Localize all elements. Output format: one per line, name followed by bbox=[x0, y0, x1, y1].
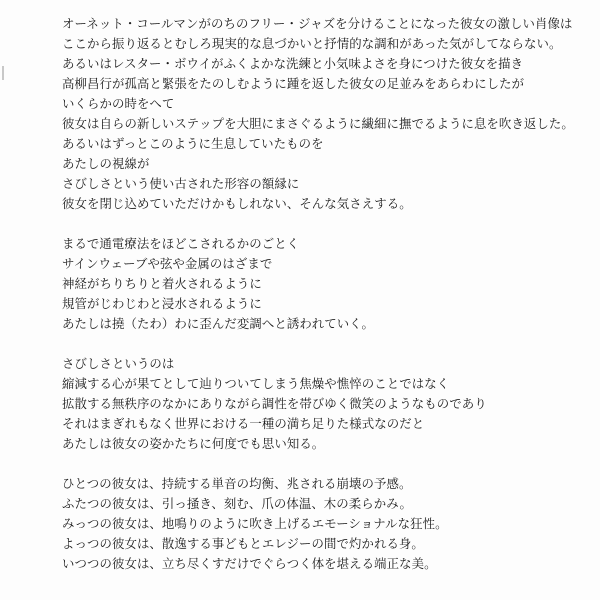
text-line: まるで通電療法をほどこされるかのごとく bbox=[62, 236, 300, 251]
text-line: さびしさという使い古された形容の額縁に bbox=[62, 176, 300, 191]
text-line: ふたつの彼女は、引っ掻き、刻む、爪の体温、木の柔らかみ。 bbox=[62, 496, 412, 511]
text-line: 規管がじわじわと浸水されるように bbox=[62, 296, 262, 311]
text-line: いつつの彼女は、立ち尽くすだけでぐらつく体を堪える端正な美。 bbox=[62, 556, 437, 571]
text-line: それはまぎれもなく世界における一種の満ち足りた様式なのだと bbox=[62, 416, 425, 431]
stanza-1 bbox=[62, 14, 594, 214]
poem-body bbox=[62, 14, 594, 594]
stanza-2 bbox=[62, 234, 594, 334]
stanza-3 bbox=[62, 354, 594, 454]
text-line: 縮減する心が果てとして辿りついてしまう焦燥や憔悴のことではなく bbox=[62, 376, 450, 391]
text-line: みっつの彼女は、地鳴りのように吹き上げるエモーショナルな狂性。 bbox=[62, 516, 448, 531]
text-line: オーネット・コールマンがのちのフリー・ジャズを分けることになった彼女の激しい肖像は bbox=[62, 16, 573, 31]
text-line: あるいはレスター・ボウイがふくよかな洗練と小気味よさを身につけた彼女を描き bbox=[62, 56, 524, 71]
scan-margin-mark bbox=[2, 66, 4, 80]
text-line: 彼女は自らの新しいステップを大胆にまさぐるように繊細に撫でるように息を吹き返した。 bbox=[62, 116, 574, 131]
text-line: ここから振り返るとむしろ現実的な息づかいと抒情的な調和があった気がしてならない。 bbox=[62, 36, 562, 51]
stanza-4 bbox=[62, 474, 594, 574]
text-line: あたしは撓（たわ）わに歪んだ変調へと誘われていく。 bbox=[62, 316, 375, 331]
text-line: 拡散する無秩序のなかにありながら調性を帯びゆく微笑のようなものであり bbox=[62, 396, 487, 411]
text-line: ひとつの彼女は、持続する単音の均衡、兆される崩壊の予感。 bbox=[62, 476, 412, 491]
text-line: よっつの彼女は、散逸する事どもとエレジーの間で灼かれる身。 bbox=[62, 536, 424, 551]
text-line: あたしの視線が bbox=[62, 156, 150, 171]
text-line: あるいはずっとこのように生息していたものを bbox=[62, 136, 324, 151]
text-line: サインウェーブや弦や金属のはざまで bbox=[62, 256, 273, 271]
text-line: あたしは彼女の姿かたちに何度でも思い知る。 bbox=[62, 436, 325, 451]
text-line: 高柳昌行が孤高と緊張をたのしむように踵を返した彼女の足並みをあらわにしたが bbox=[62, 76, 525, 91]
text-line: 彼女を閉じ込めていただけかもしれない、そんな気さえする。 bbox=[62, 196, 412, 211]
text-line: さびしさというのは bbox=[62, 356, 175, 371]
text-line: いくらかの時をへて bbox=[62, 96, 175, 111]
text-line: 神経がちりちりと着火されるように bbox=[62, 276, 262, 291]
